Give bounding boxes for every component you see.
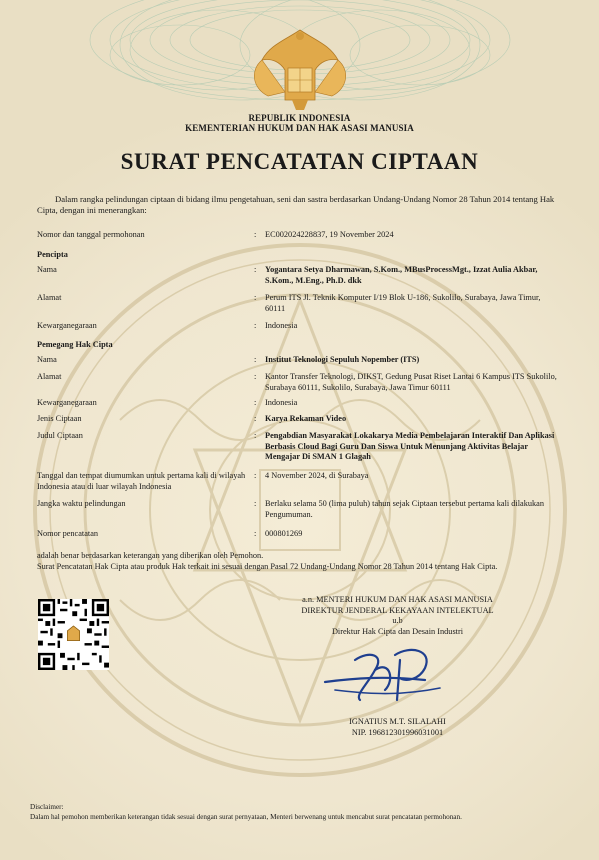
header-block (0, 113, 599, 133)
signature-block (250, 595, 545, 637)
colon: : (254, 265, 257, 274)
pemegang-name-value: Institut Teknologi Sepuluh Nopember (ITS) (265, 355, 420, 364)
period-value: Berlaku selama 50 (lima puluh) tahun sejak Ciptaan tersebut pertama kali dilakukan Pengumuman. (265, 499, 545, 519)
signature-line3: u.b (392, 616, 403, 625)
colon: : (254, 230, 257, 239)
signature-line4: Direktur Hak Cipta dan Desain Industri (331, 626, 464, 636)
colon: : (254, 372, 257, 381)
signature-line1: a.n. MENTERI HUKUM DAN HAK ASASI MANUSIA (302, 595, 493, 604)
colon: : (254, 499, 257, 508)
signer-name: IGNATIUS M.T. SILALAHI (349, 717, 446, 726)
announce-value: 4 November 2024, di Surabaya (265, 471, 369, 480)
pemegang-citizenship-label: Kewarganegaraan (37, 398, 97, 407)
qr-code-icon (38, 599, 109, 670)
pencipta-citizenship-label: Kewarganegaraan (37, 321, 97, 330)
application-label: Nomor dan tanggal permohonan (37, 230, 145, 239)
period-label: Jangka waktu pelindungan (37, 499, 126, 508)
signer-block (250, 717, 545, 738)
announce-label: Tanggal dan tempat diumumkan untuk pertama kali di wilayah Indonesia atau di luar wilayah Indonesia (37, 471, 246, 491)
work-title-value: Pengabdian Masyarakat Lokakarya Media Pembelajaran Interaktif Dan Aplikasi Berbasis Cloud Bagi Guru Dan Siswa Untuk Menunjang Aktivitas Belajar Mengajar Di SMAN 1 Glagah (265, 431, 555, 461)
intro-paragraph: Dalam rangka pelindungan ciptaan di bidang ilmu pengetahuan, seni dan sastra berdasarkan Undang-Undang Nomor 28 Tahun 2014 tentang Hak Cipta, dengan ini menerangkan: (37, 194, 555, 215)
signature-line2: DIREKTUR JENDERAL KEKAYAAN INTELEKTUAL (301, 605, 494, 615)
record-value: 000801269 (265, 529, 303, 538)
pencipta-name-label: Nama (37, 265, 57, 274)
disclaimer-heading: Disclaimer: (30, 803, 64, 811)
colon: : (254, 431, 257, 440)
signature-icon (315, 640, 445, 710)
pemegang-address-label: Alamat (37, 372, 62, 381)
colon: : (254, 529, 257, 538)
page-title: SURAT PENCATATAN CIPTAAN (120, 149, 479, 174)
closing-line1: adalah benar berdasarkan keterangan yang diberikan oleh Pemohon. (37, 551, 264, 560)
disclaimer-text: Dalam hal pemohon memberikan keterangan tidak sesuai dengan surat pernyataan, Menteri berwenang untuk mencabut surat pencatatan permohonan. (30, 812, 462, 821)
closing-line2: Surat Pencatatan Hak Cipta atau produk Hak terkait ini sesuai dengan Pasal 72 Undang-Undang Nomor 28 Tahun 2014 tentang Hak Cipta. (37, 562, 498, 571)
record-label: Nomor pencatatan (37, 529, 99, 538)
colon: : (254, 414, 257, 423)
work-type-label: Jenis Ciptaan (37, 414, 82, 423)
pemegang-heading: Pemegang Hak Cipta (37, 340, 113, 349)
colon: : (254, 321, 257, 330)
republic-label: REPUBLIK INDONESIA (248, 113, 351, 123)
disclaimer (30, 803, 575, 822)
pencipta-citizenship-value: Indonesia (265, 321, 298, 330)
pencipta-address-value: Perum ITS Jl. Teknik Komputer I/19 Blok U-186, Sukolilo, Surabaya, Jawa Timur, 60111 (265, 293, 541, 313)
colon: : (254, 355, 257, 364)
pemegang-citizenship-value: Indonesia (265, 398, 298, 407)
colon: : (254, 293, 257, 302)
ministry-label: KEMENTERIAN HUKUM DAN HAK ASASI MANUSIA (185, 123, 414, 133)
work-type-value: Karya Rekaman Video (265, 414, 347, 423)
pencipta-address-label: Alamat (37, 293, 62, 302)
pemegang-address-value: Kantor Transfer Teknologi, DIKST, Gedung Pusat Riset Lantai 6 Kampus ITS Sukolilo, Surabaya 60111, Sukolilo, Surabaya, Jawa Timur 60111 (265, 372, 557, 392)
pemegang-name-label: Nama (37, 355, 57, 364)
colon: : (254, 471, 257, 480)
signer-nip: NIP. 196812301996031001 (351, 727, 444, 737)
work-title-label: Judul Ciptaan (37, 431, 83, 440)
colon: : (254, 398, 257, 407)
application-value: EC002024228837, 19 November 2024 (265, 230, 394, 239)
pencipta-name-value: Yogantara Setya Dharmawan, S.Kom., MBusProcessMgt., Izzat Aulia Akbar, S.Kom., M.Eng., Ph.D. dkk (265, 265, 538, 285)
pencipta-heading: Pencipta (37, 250, 68, 259)
